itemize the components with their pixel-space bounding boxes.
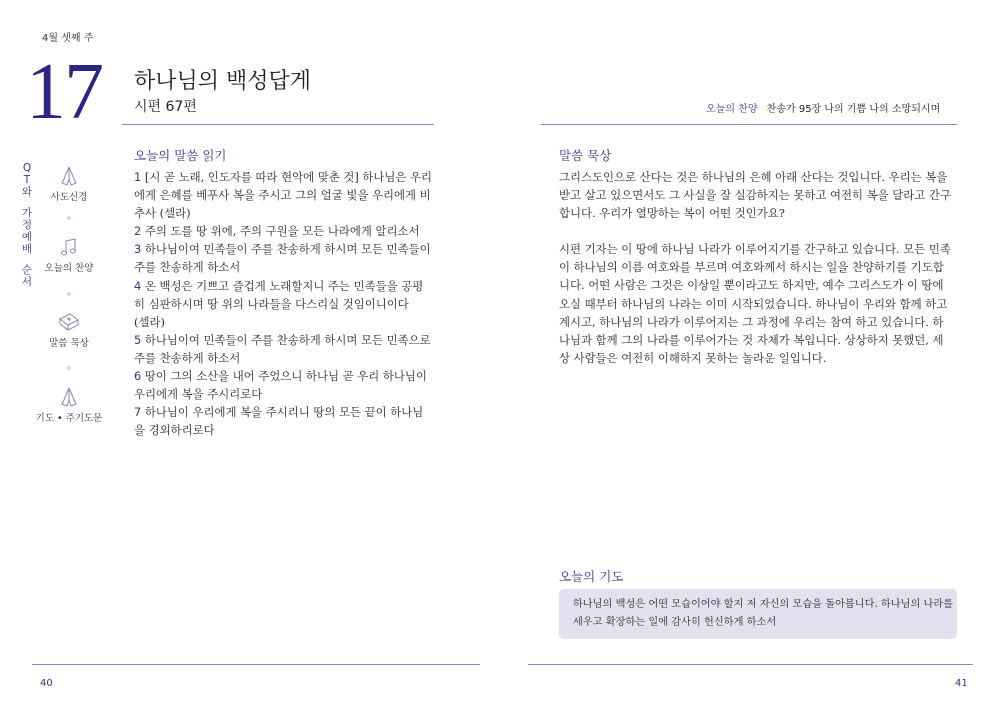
text-line: 니다. 어떤 사람은 그것은 이상일 뿐이라고도 하지만, 예수 그리스도가 이 땅에 (559, 278, 944, 293)
verse-text: 주를 찬송하게 하소서 (134, 260, 241, 275)
step-apostles-creed (34, 165, 104, 203)
qt-char: T (23, 174, 31, 186)
step-separator-dot (67, 216, 71, 220)
scripture-line (134, 168, 436, 186)
verse-text: 하나님이여 민족들이 주를 찬송하게 하시며 모든 민족들이 (141, 242, 431, 257)
scripture-reference: 시편 67편 (134, 99, 197, 115)
qt-char: 배 (21, 243, 33, 255)
scripture-line (134, 367, 436, 385)
scripture-line (134, 204, 436, 222)
footer-divider-right (528, 664, 973, 665)
step-separator-dot (67, 292, 71, 296)
text-line: 그리스도인으로 산다는 것은 하나님의 은혜 아래 산다는 것입니다. 우리는 복을 (559, 170, 948, 184)
step-label: 말씀 묵상 (49, 338, 89, 349)
page-number-left: 40 (40, 678, 53, 689)
meditation-heading: 말씀 묵상 (559, 148, 612, 163)
page-number-right: 41 (955, 678, 968, 689)
verse-text: 땅이 그의 소산을 내어 주었으니 하나님 곧 우리 하나님이 (141, 369, 427, 384)
verse-number: 2 (134, 224, 142, 239)
reading-heading: 오늘의 말씀 읽기 (134, 148, 227, 163)
verse-number: 6 (134, 369, 142, 384)
scripture-line (134, 222, 436, 240)
text-line: 시편 기자는 이 땅에 하나님 나라가 이루어지기를 간구하고 있습니다. 모든 민족 (559, 242, 951, 257)
week-label: 4월 셋째 주 (42, 33, 94, 44)
qt-char: 와 (21, 186, 33, 198)
scripture-line (134, 277, 436, 295)
verse-number: 7 (134, 405, 142, 420)
paragraph-gap (559, 222, 957, 240)
title-divider (122, 124, 434, 125)
scripture-line (134, 421, 436, 439)
bible-book-icon (57, 311, 81, 333)
day-number: 17 (26, 48, 102, 136)
verse-text: 우리에게 복을 주시리로다 (134, 387, 263, 402)
qt-order-vertical-label (20, 162, 34, 288)
text-line: 이 하나님의 이름 여호와를 부르며 여호와께서 하시는 일을 찬양하기를 기도합 (559, 260, 944, 275)
step-label: 기도 • 주기도문 (35, 413, 103, 424)
verse-text: 하나님이여 민족들이 주를 찬송하게 하시며 모든 민족으로 (141, 332, 431, 347)
footer-divider-left (32, 664, 480, 665)
verse-text: 하나님이 우리에게 복을 주시리니 땅의 모든 끝이 하나님 (141, 405, 424, 420)
text-line: 상 사람들은 여전히 이해하지 못하는 놀라운 일입니다. (559, 350, 827, 365)
step-prayer-lords-prayer (34, 386, 104, 424)
qt-gap (20, 255, 34, 264)
text-line: 나님과 함께 그의 나라를 이루어가는 것 자체가 복입니다. 상상하지 못했던, 세 (559, 332, 944, 347)
praying-hands-icon (58, 386, 80, 408)
scripture-line (134, 313, 436, 331)
text-line: 오실 때부터 하나님의 나라는 이미 시작되었습니다. 하나님이 우리와 함께 하고 (559, 296, 948, 311)
hymn-label: 오늘의 찬양 (706, 104, 758, 115)
scripture-line (134, 403, 436, 421)
verse-text: 에게 은혜를 베푸사 복을 주시고 그의 얼굴 빛을 우리에게 비 (134, 188, 431, 203)
page-title: 하나님의 백성답게 (134, 69, 312, 94)
qt-char: Q (22, 162, 32, 174)
qt-char: 순 (21, 264, 33, 276)
scripture-line (134, 385, 436, 403)
verse-text: [시 곧 노래, 인도자를 따라 현악에 맞춘 것] 하나님은 우리 (141, 170, 433, 184)
prayer-text (573, 596, 953, 632)
step-separator-dot (67, 366, 71, 370)
qt-char: 서 (21, 276, 33, 288)
text-line: 세우고 확장하는 일에 감사히 헌신하게 하소서 (573, 617, 777, 628)
meditation-body (559, 168, 957, 367)
verse-text: 히 심판하시며 땅 위의 나라들을 다스리실 것임이니이다 (134, 296, 409, 311)
scripture-line (134, 295, 436, 313)
praying-hands-icon (58, 165, 80, 187)
text-line: 계시고, 하나님의 나라가 이루어지는 그 과정에 우리는 참여 하고 있습니다. 하 (559, 314, 944, 329)
verse-text: 주의 도를 땅 위에, 주의 구원을 모든 나라에게 알리소서 (141, 224, 420, 239)
qt-char: 가 (21, 207, 33, 219)
qt-char: 정 (21, 219, 33, 231)
qt-char: 예 (21, 231, 33, 243)
scripture-line (134, 349, 436, 367)
header-divider-right (541, 124, 957, 125)
hymn-value: 찬송가 95장 나의 기쁨 나의 소망되시며 (766, 104, 941, 115)
verse-text: 추사 (셀라) (134, 206, 191, 221)
verse-text: (셀라) (134, 314, 165, 329)
music-note-icon (58, 236, 80, 258)
scripture-line (134, 331, 436, 349)
verse-text: 온 백성은 기쁘고 즐겁게 노래할지니 주는 민족들을 공평 (141, 278, 424, 293)
verse-number: 3 (134, 242, 142, 257)
step-todays-hymn (34, 236, 104, 274)
text-line: 하나님의 백성은 어떤 모습이어야 할지 저 자신의 모습을 돌아봅니다. 하나님의 나라를 (573, 599, 954, 610)
text-line: 합니다. 우리가 열망하는 복이 어떤 것인가요? (559, 206, 785, 221)
verse-number: 4 (134, 278, 142, 293)
todays-hymn (706, 100, 940, 115)
scripture-line (134, 186, 436, 204)
qt-gap (20, 198, 34, 207)
scripture-line (134, 258, 436, 276)
scripture-line (134, 240, 436, 258)
step-word-meditation (34, 311, 104, 349)
step-label: 사도신경 (50, 192, 88, 203)
verse-text: 주를 찬송하게 하소서 (134, 350, 241, 365)
verse-number: 5 (134, 332, 142, 347)
prayer-heading: 오늘의 기도 (559, 569, 624, 584)
text-line: 받고 살고 있으면서도 그 사실을 잘 실감하지는 못하고 여전히 복을 달라고 간구 (559, 188, 951, 203)
verse-number: 1 (134, 170, 142, 184)
verse-text: 을 경외하리로다 (134, 423, 215, 438)
step-label: 오늘의 찬양 (44, 263, 94, 274)
scripture-reading-body (134, 168, 436, 439)
